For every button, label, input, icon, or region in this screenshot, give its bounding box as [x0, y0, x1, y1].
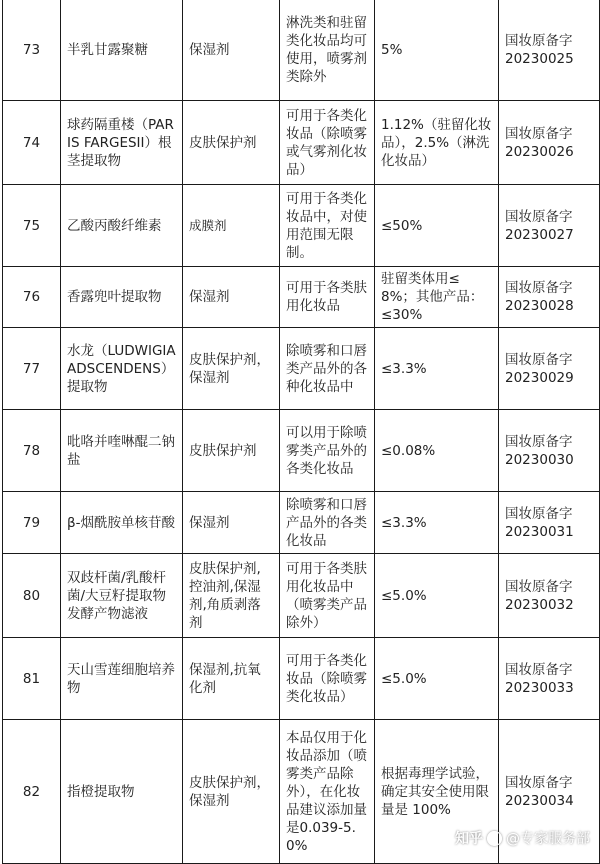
row-number: 73	[3, 0, 61, 101]
ingredient-name: 球药隔重楼（PARIS FARGESII）根茎提取物	[61, 101, 183, 185]
ingredient-function: 成膜剂	[183, 185, 280, 267]
usage-scope: 可用于各类肤用化妆品	[280, 267, 375, 328]
row-number: 81	[3, 638, 61, 720]
ingredient-name: 水龙（LUDWIGIA ADSCENDENS）提取物	[61, 328, 183, 410]
registration-number	[499, 328, 600, 410]
usage-scope: 可用于各类化妆品（除喷雾或气雾剂化妆品）	[280, 101, 375, 185]
ingredient-name: 天山雪莲细胞培养物	[61, 638, 183, 720]
usage-scope: 可以用于除喷雾类产品外的各类化妆品	[280, 410, 375, 492]
row-number: 74	[3, 101, 61, 185]
registration-code: 20230029	[505, 369, 574, 386]
registration-number	[499, 554, 600, 638]
usage-scope: 淋洗类和驻留类化妆品均可使用，喷雾剂类除外	[280, 0, 375, 101]
ingredient-name: 乙酸丙酸纤维素	[61, 185, 183, 267]
registration-number	[499, 0, 600, 101]
registration-prefix: 国妆原备字	[505, 125, 573, 142]
usage-limit: ≤3.3%	[375, 328, 499, 410]
usage-scope: 除喷雾和口唇产品外的各类化妆品	[280, 492, 375, 554]
ingredient-function: 皮肤保护剂，保湿剂	[183, 720, 280, 864]
registration-prefix: 国妆原备字	[505, 32, 573, 49]
usage-scope: 本品仅用于化妆品添加（喷雾类产品除外），在化妆品建议添加量是0.039-5.0%	[280, 720, 375, 864]
usage-limit: ≤5.0%	[375, 638, 499, 720]
usage-limit: ≤0.08%	[375, 410, 499, 492]
usage-limit: ≤5.0%	[375, 554, 499, 638]
usage-limit: 5%	[375, 0, 499, 101]
ingredient-function: 皮肤保护剂,控油剂,保湿剂,角质剥落剂	[183, 554, 280, 638]
usage-scope: 可用于各类化妆品中，对使用范围无限制。	[280, 185, 375, 267]
registration-code: 20230027	[505, 226, 574, 243]
registration-prefix: 国妆原备字	[505, 208, 573, 225]
table-row	[3, 185, 600, 267]
registration-prefix: 国妆原备字	[505, 505, 573, 522]
watermark-author: @专家服务部	[506, 831, 590, 847]
row-number: 80	[3, 554, 61, 638]
registration-code: 20230032	[505, 596, 574, 613]
registration-code: 20230033	[505, 679, 574, 696]
registration-prefix: 国妆原备字	[505, 774, 573, 791]
ingredient-name: 吡咯并喹啉醌二钠盐	[61, 410, 183, 492]
registration-number	[499, 267, 600, 328]
registration-prefix: 国妆原备字	[505, 433, 573, 450]
registration-code: 20230031	[505, 523, 574, 540]
registration-prefix: 国妆原备字	[505, 578, 573, 595]
ingredient-function: 皮肤保护剂，保湿剂	[183, 328, 280, 410]
author-avatar-icon	[487, 831, 502, 846]
usage-scope: 除喷雾和口唇类产品外的各种化妆品中	[280, 328, 375, 410]
registration-number	[499, 638, 600, 720]
registration-number	[499, 410, 600, 492]
usage-limit: 根据毒理学试验，确定其安全使用限量是 100%	[375, 720, 499, 864]
table-row	[3, 267, 600, 328]
ingredient-name: 香露兜叶提取物	[61, 267, 183, 328]
ingredient-name: 指橙提取物	[61, 720, 183, 864]
table-row	[3, 101, 600, 185]
ingredient-function: 皮肤保护剂	[183, 101, 280, 185]
registration-number	[499, 185, 600, 267]
registration-prefix: 国妆原备字	[505, 351, 573, 368]
registration-number	[499, 492, 600, 554]
row-number: 76	[3, 267, 61, 328]
ingredient-table	[2, 0, 600, 864]
row-number: 75	[3, 185, 61, 267]
zhihu-logo: 知乎	[455, 831, 483, 847]
ingredient-function: 皮肤保护剂	[183, 410, 280, 492]
registration-code: 20230030	[505, 451, 574, 468]
registration-code: 20230028	[505, 298, 574, 314]
registration-number	[499, 101, 600, 185]
usage-limit: 1.12%（驻留化妆品），2.5%（淋洗化妆品）	[375, 101, 499, 185]
ingredient-name: 双歧杆菌/乳酸杆菌/大豆籽提取物发酵产物滤液	[61, 554, 183, 638]
row-number: 77	[3, 328, 61, 410]
registration-code: 20230034	[505, 792, 574, 809]
registration-code: 20230026	[505, 143, 574, 160]
table-row	[3, 638, 600, 720]
ingredient-name: β-烟酰胺单核苷酸	[61, 492, 183, 554]
table-row	[3, 554, 600, 638]
table-row	[3, 328, 600, 410]
table-row	[3, 492, 600, 554]
table-row	[3, 410, 600, 492]
usage-limit: ≤3.3%	[375, 492, 499, 554]
registration-code: 20230025	[505, 50, 574, 67]
ingredient-function: 保湿剂	[183, 267, 280, 328]
row-number: 79	[3, 492, 61, 554]
ingredient-function: 保湿剂	[183, 492, 280, 554]
ingredient-function: 保湿剂	[183, 0, 280, 101]
usage-limit: 驻留类体用≤8%；其他产品：≤30%	[375, 267, 499, 328]
table-row	[3, 0, 600, 101]
registration-prefix: 国妆原备字	[505, 661, 573, 678]
ingredient-name: 半乳甘露聚糖	[61, 0, 183, 101]
zhihu-watermark	[455, 828, 590, 848]
row-number: 82	[3, 720, 61, 864]
usage-scope: 可用于各类化妆品（除喷雾类化妆品）	[280, 638, 375, 720]
usage-limit: ≤50%	[375, 185, 499, 267]
row-number: 78	[3, 410, 61, 492]
usage-scope: 可用于各类肤用化妆品中（喷雾类产品除外）	[280, 554, 375, 638]
ingredient-function: 保湿剂,抗氧化剂	[183, 638, 280, 720]
registration-prefix: 国妆原备字	[505, 280, 573, 296]
